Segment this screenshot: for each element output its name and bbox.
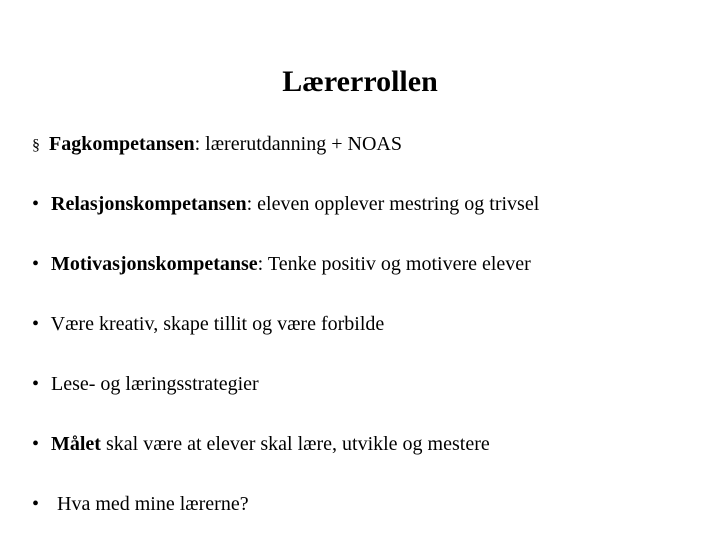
bullet-text: : eleven opplever mestring og trivsel xyxy=(246,193,540,215)
bullet-relasjonskompetansen xyxy=(32,191,539,217)
bullet-marker-dot: • xyxy=(32,493,40,515)
bullet-bold-term: Fagkompetansen xyxy=(49,133,195,155)
slide-title xyxy=(0,62,720,102)
bullet-laererne xyxy=(32,491,249,517)
bullet-marker-dot: • xyxy=(32,433,40,455)
bullet-bold-term: Motivasjonskompetanse xyxy=(51,253,258,275)
bullet-fagkompetansen xyxy=(32,131,402,159)
bullet-marker-dot: • xyxy=(32,253,40,275)
bullet-marker-dot: • xyxy=(32,313,40,335)
bullet-text: Lese- og læringsstrategier xyxy=(51,373,259,395)
bullet-marker-dot: • xyxy=(32,193,40,215)
bullet-text: Hva med mine lærerne? xyxy=(57,493,249,515)
bullet-text: : lærerutdanning + NOAS xyxy=(194,133,402,155)
bullet-bold-term: Relasjonskompetansen xyxy=(51,193,247,215)
bullet-motivasjonskompetanse xyxy=(32,251,531,277)
bullet-text: skal være at elever skal lære, utvikle og mestere xyxy=(100,433,490,455)
bullet-kreativ xyxy=(32,311,384,337)
bullet-marker-square: § xyxy=(32,137,40,154)
bullet-text: Være kreativ, skape tillit og være forbilde xyxy=(50,313,385,335)
bullet-text: : Tenke positiv og motivere elever xyxy=(257,253,531,275)
bullet-bold-term: Målet xyxy=(51,433,101,455)
slide-title-text: Lærerrollen xyxy=(282,65,438,98)
bullet-marker-dot: • xyxy=(32,373,40,395)
bullet-malet xyxy=(32,431,490,457)
bullet-strategier xyxy=(32,371,259,397)
